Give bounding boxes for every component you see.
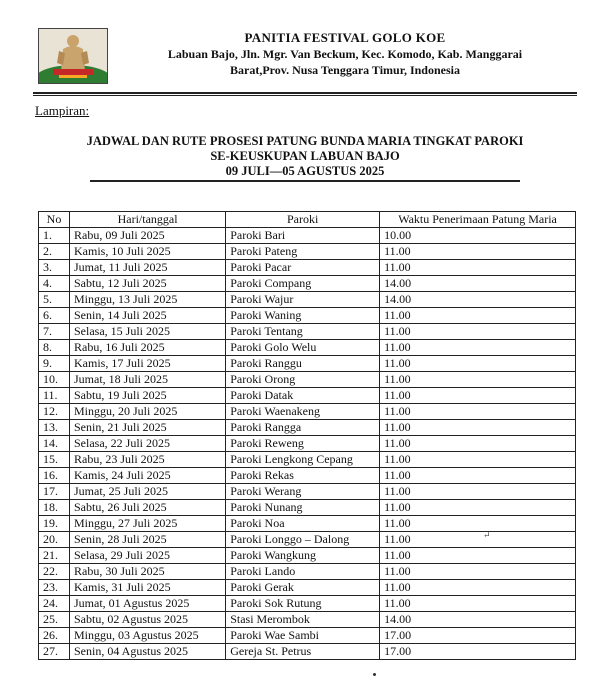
row-time: 11.00 [380,404,576,420]
row-parish: Paroki Werang [226,484,380,500]
header-time: Waktu Penerimaan Patung Maria [380,212,576,228]
row-number: 2. [39,244,70,260]
row-parish: Paroki Ranggu [226,356,380,372]
table-row [39,244,576,260]
row-number: 22. [39,564,70,580]
table-row [39,628,576,644]
row-time: 14.00 [380,276,576,292]
table-row [39,436,576,452]
row-number: 6. [39,308,70,324]
stray-mark: ↵ [483,530,491,540]
row-date: Selasa, 15 Juli 2025 [70,324,226,340]
row-number: 19. [39,516,70,532]
table-row [39,468,576,484]
row-date: Minggu, 03 Agustus 2025 [70,628,226,644]
row-date: Rabu, 30 Juli 2025 [70,564,226,580]
row-date: Kamis, 17 Juli 2025 [70,356,226,372]
organization-name: PANITIA FESTIVAL GOLO KOE [244,30,446,45]
row-date: Rabu, 23 Juli 2025 [70,452,226,468]
letterhead [0,0,608,100]
row-time: 11.00 [380,532,576,548]
row-parish: Paroki Wae Sambi [226,628,380,644]
row-date: Senin, 14 Juli 2025 [70,308,226,324]
row-number: 13. [39,420,70,436]
row-number: 1. [39,228,70,244]
row-time: 11.00 [380,244,576,260]
row-parish: Paroki Longgo – Dalong [226,532,380,548]
row-number: 14. [39,436,70,452]
row-number: 5. [39,292,70,308]
row-date: Senin, 04 Agustus 2025 [70,644,226,660]
table-row [39,292,576,308]
row-time: 17.00 [380,644,576,660]
table-row [39,564,576,580]
row-time: 11.00 [380,372,576,388]
table-row [39,548,576,564]
row-parish: Paroki Nunang [226,500,380,516]
table-row [39,276,576,292]
row-date: Minggu, 20 Juli 2025 [70,404,226,420]
table-row [39,532,576,548]
festival-logo [38,28,108,84]
table-row [39,452,576,468]
row-date: Senin, 21 Juli 2025 [70,420,226,436]
table-row [39,484,576,500]
row-number: 18. [39,500,70,516]
row-date: Kamis, 31 Juli 2025 [70,580,226,596]
organization-info [110,30,580,78]
row-date: Jumat, 18 Juli 2025 [70,372,226,388]
row-time: 11.00 [380,452,576,468]
table-row [39,324,576,340]
title-line-2: SE-KEUSKUPAN LABUAN BAJO [210,149,400,163]
row-parish: Paroki Orong [226,372,380,388]
row-number: 24. [39,596,70,612]
header-no: No [39,212,70,228]
row-date: Jumat, 11 Juli 2025 [70,260,226,276]
title-line-1: JADWAL DAN RUTE PROSESI PATUNG BUNDA MARIA TINGKAT PAROKI [86,134,524,148]
row-parish: Paroki Wajur [226,292,380,308]
title-underline [90,180,520,184]
table-row [39,372,576,388]
address-line-1: Labuan Bajo, Jln. Mgr. Van Beckum, Kec. Komodo, Kab. Manggarai [167,47,523,61]
row-number: 15. [39,452,70,468]
table-row [39,340,576,356]
row-time: 11.00 [380,260,576,276]
schedule-table [38,211,576,660]
row-date: Minggu, 13 Juli 2025 [70,292,226,308]
row-number: 16. [39,468,70,484]
table-row [39,420,576,436]
table-row [39,500,576,516]
row-parish: Paroki Compang [226,276,380,292]
row-time: 17.00 [380,628,576,644]
title-line-3: 09 JULI—05 AGUSTUS 2025 [225,164,385,178]
row-number: 10. [39,372,70,388]
row-parish: Paroki Noa [226,516,380,532]
row-time: 11.00 [380,548,576,564]
row-date: Sabtu, 02 Agustus 2025 [70,612,226,628]
row-number: 12. [39,404,70,420]
row-date: Sabtu, 19 Juli 2025 [70,388,226,404]
table-header-row [39,212,576,228]
row-number: 8. [39,340,70,356]
row-number: 7. [39,324,70,340]
row-parish: Paroki Wangkung [226,548,380,564]
row-parish: Paroki Datak [226,388,380,404]
header-divider [33,92,577,94]
row-time: 14.00 [380,612,576,628]
header-divider-thin [33,95,577,96]
row-date: Minggu, 27 Juli 2025 [70,516,226,532]
row-time: 11.00 [380,324,576,340]
row-date: Sabtu, 26 Juli 2025 [70,500,226,516]
row-number: 17. [39,484,70,500]
row-number: 26. [39,628,70,644]
row-date: Selasa, 29 Juli 2025 [70,548,226,564]
row-parish: Paroki Reweng [226,436,380,452]
row-time: 11.00 [380,516,576,532]
row-number: 3. [39,260,70,276]
row-time: 11.00 [380,420,576,436]
row-parish: Paroki Tentang [226,324,380,340]
table-row [39,580,576,596]
row-parish: Stasi Merombok [226,612,380,628]
attachment-label: Lampiran: [35,103,90,118]
row-number: 9. [39,356,70,372]
row-parish: Paroki Sok Rutung [226,596,380,612]
row-time: 11.00 [380,500,576,516]
row-parish: Paroki Gerak [226,580,380,596]
row-parish: Paroki Waning [226,308,380,324]
row-number: 21. [39,548,70,564]
row-time: 11.00 [380,596,576,612]
row-time: 11.00 [380,468,576,484]
header-date: Hari/tanggal [70,212,226,228]
document-title [30,134,580,179]
row-date: Kamis, 24 Juli 2025 [70,468,226,484]
row-parish: Gereja St. Petrus [226,644,380,660]
row-parish: Paroki Rekas [226,468,380,484]
row-time: 10.00 [380,228,576,244]
table-row [39,612,576,628]
row-number: 4. [39,276,70,292]
row-date: Selasa, 22 Juli 2025 [70,436,226,452]
row-date: Jumat, 01 Agustus 2025 [70,596,226,612]
row-time: 11.00 [380,388,576,404]
row-date: Rabu, 09 Juli 2025 [70,228,226,244]
header-parish: Paroki [226,212,380,228]
table-row [39,260,576,276]
table-row [39,356,576,372]
table-row [39,308,576,324]
row-date: Senin, 28 Juli 2025 [70,532,226,548]
row-parish: Paroki Rangga [226,420,380,436]
row-time: 11.00 [380,484,576,500]
table-body [39,228,576,660]
row-date: Sabtu, 12 Juli 2025 [70,276,226,292]
row-number: 27. [39,644,70,660]
row-parish: Paroki Lengkong Cepang [226,452,380,468]
row-time: 11.00 [380,580,576,596]
row-parish: Paroki Pateng [226,244,380,260]
row-date: Kamis, 10 Juli 2025 [70,244,226,260]
table-row [39,596,576,612]
row-time: 11.00 [380,564,576,580]
table-row [39,644,576,660]
row-time: 14.00 [380,292,576,308]
stray-dot [373,673,376,676]
row-time: 11.00 [380,308,576,324]
row-number: 23. [39,580,70,596]
row-time: 11.00 [380,356,576,372]
row-parish: Paroki Golo Welu [226,340,380,356]
table-row [39,388,576,404]
row-time: 11.00 [380,436,576,452]
row-parish: Paroki Lando [226,564,380,580]
row-number: 11. [39,388,70,404]
row-number: 20. [39,532,70,548]
table-row [39,228,576,244]
row-time: 11.00 [380,340,576,356]
table-row [39,516,576,532]
table-row [39,404,576,420]
row-date: Rabu, 16 Juli 2025 [70,340,226,356]
row-date: Jumat, 25 Juli 2025 [70,484,226,500]
address-line-2: Barat,Prov. Nusa Tenggara Timur, Indonesia [230,63,460,77]
row-parish: Paroki Bari [226,228,380,244]
row-parish: Paroki Pacar [226,260,380,276]
row-parish: Paroki Waenakeng [226,404,380,420]
row-number: 25. [39,612,70,628]
